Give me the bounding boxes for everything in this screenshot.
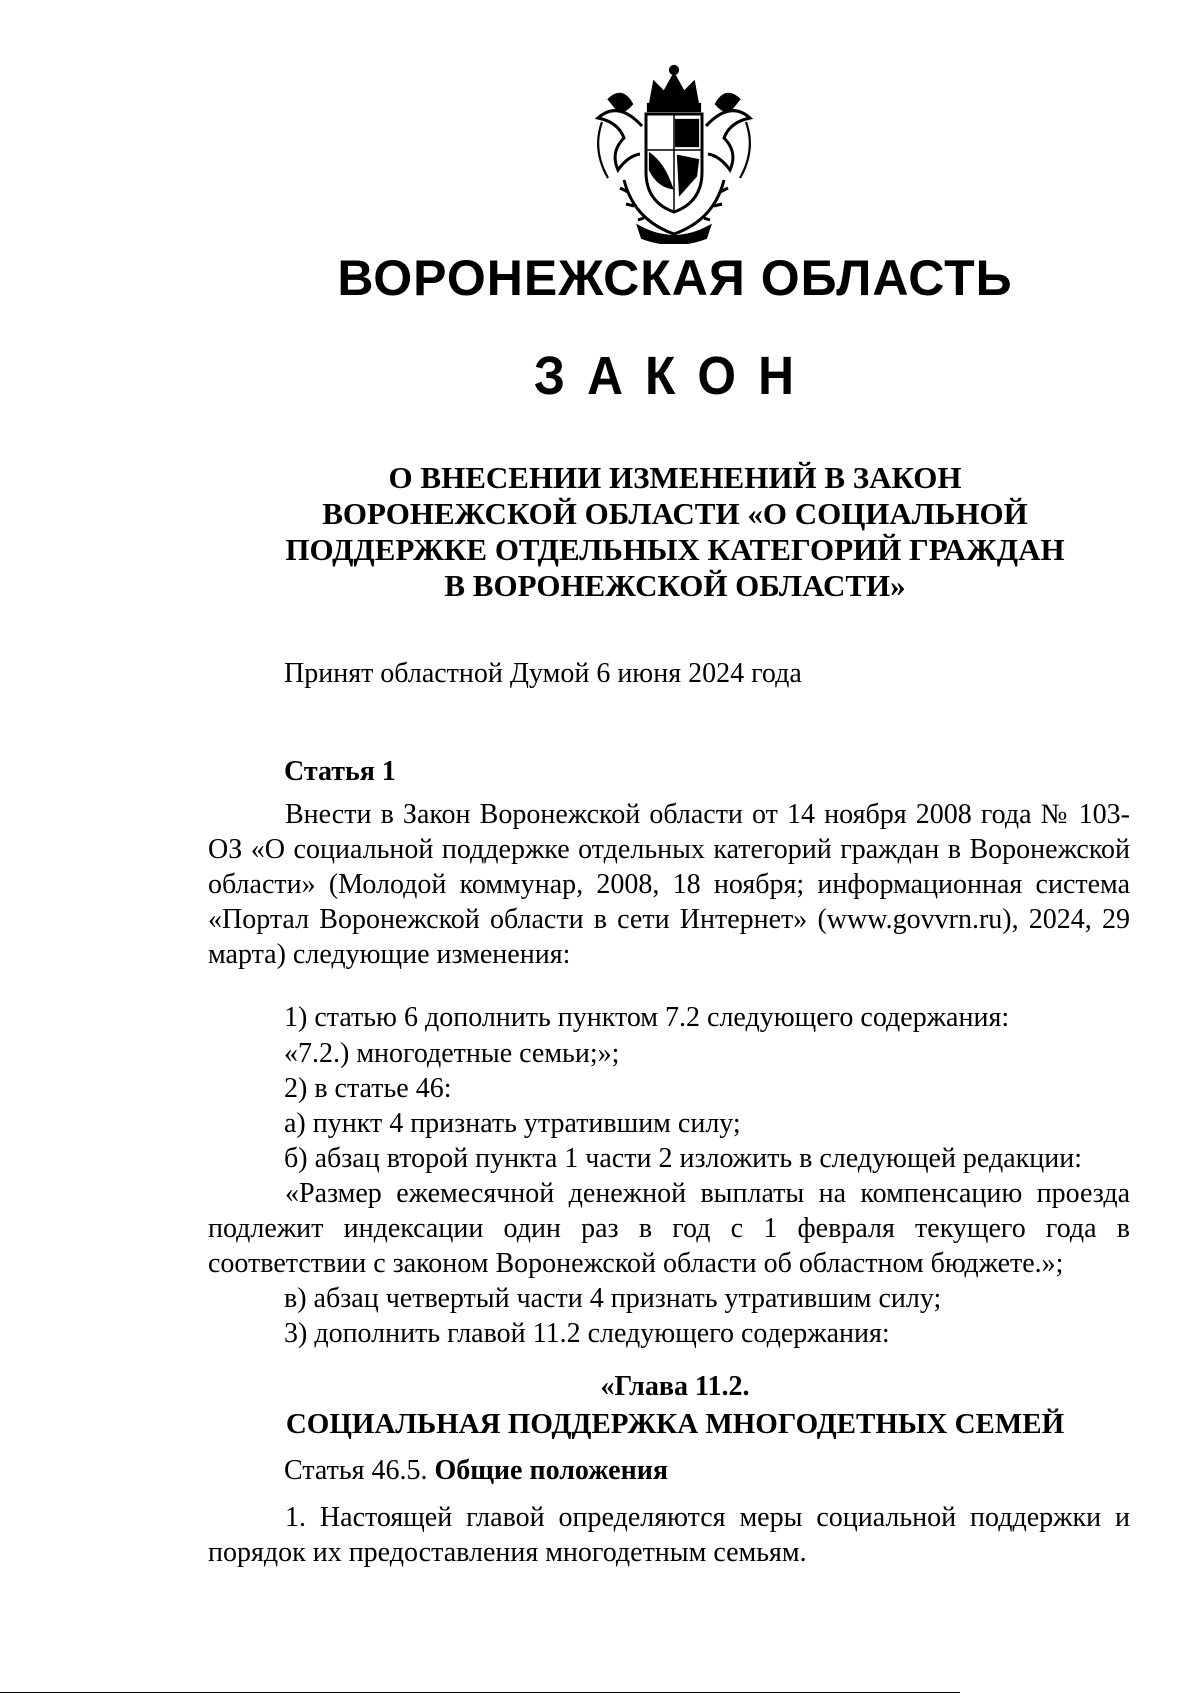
- article-1-title: Статья 1: [284, 756, 396, 787]
- coat-of-arms-emblem: [588, 60, 760, 244]
- chapter-paragraph-1: 1. Настоящей главой определяются меры социальной поддержки и порядок их предоставления многодетным семьям.: [208, 1502, 1130, 1568]
- article-46-5-number: Статья 46.5.: [284, 1455, 428, 1486]
- amendment-item-2b: б) абзац второй пункта 1 части 2 изложить в следующей редакции:: [284, 1143, 1082, 1174]
- chapter-title: СОЦИАЛЬНАЯ ПОДДЕРЖКА МНОГОДЕТНЫХ СЕМЕЙ: [285, 1408, 1065, 1440]
- article-1-intro: Внести в Закон Воронежской области от 14 ноября 2008 года № 103-ОЗ «О социальной поддержке отдельных категорий граждан в Воронежской области» (Молодой коммунар, 2008, 18 ноября; информационная система «Портал Воронежской области в сети Интернет» (www.govvrn.ru), 2024, 29 марта) следующие изменения:: [208, 799, 1130, 970]
- region-title: ВОРОНЕЖСКАЯ ОБЛАСТЬ: [337, 250, 1013, 306]
- article-46-5-heading: [284, 1454, 668, 1488]
- amendment-item-3: 3) дополнить главой 11.2 следующего содержания:: [284, 1318, 890, 1349]
- amendment-item-1-text: «7.2.) многодетные семьи;»;: [284, 1038, 620, 1069]
- amendment-item-1: 1) статью 6 дополнить пунктом 7.2 следующего содержания:: [284, 1002, 1010, 1033]
- amendment-item-2c: в) абзац четвертый части 4 признать утратившим силу;: [284, 1283, 942, 1314]
- document-type-title: ЗАКОН: [533, 346, 817, 406]
- amendment-item-2a: а) пункт 4 признать утратившим силу;: [284, 1108, 741, 1139]
- article-46-5-name: Общие положения: [434, 1455, 669, 1486]
- chapter-number: «Глава 11.2.: [600, 1371, 750, 1402]
- adoption-statement: Принят областной Думой 6 июня 2024 года: [284, 658, 802, 689]
- amendment-item-2: 2) в статье 46:: [284, 1073, 452, 1104]
- law-subject: О ВНЕСЕНИИ ИЗМЕНЕНИЙ В ЗАКОН ВОРОНЕЖСКОЙ ОБЛАСТИ «О СОЦИАЛЬНОЙ ПОДДЕРЖКЕ ОТДЕЛЬНЫХ КАТЕГОРИЙ ГРАЖДАН В ВОРОНЕЖСКОЙ ОБЛАСТИ»: [285, 460, 1065, 603]
- amendment-quote: «Размер ежемесячной денежной выплаты на компенсацию проезда подлежит индексации один раз в год с 1 февраля текущего года в соответствии с законом Воронежской области об областном бюджете.»;: [208, 1178, 1130, 1279]
